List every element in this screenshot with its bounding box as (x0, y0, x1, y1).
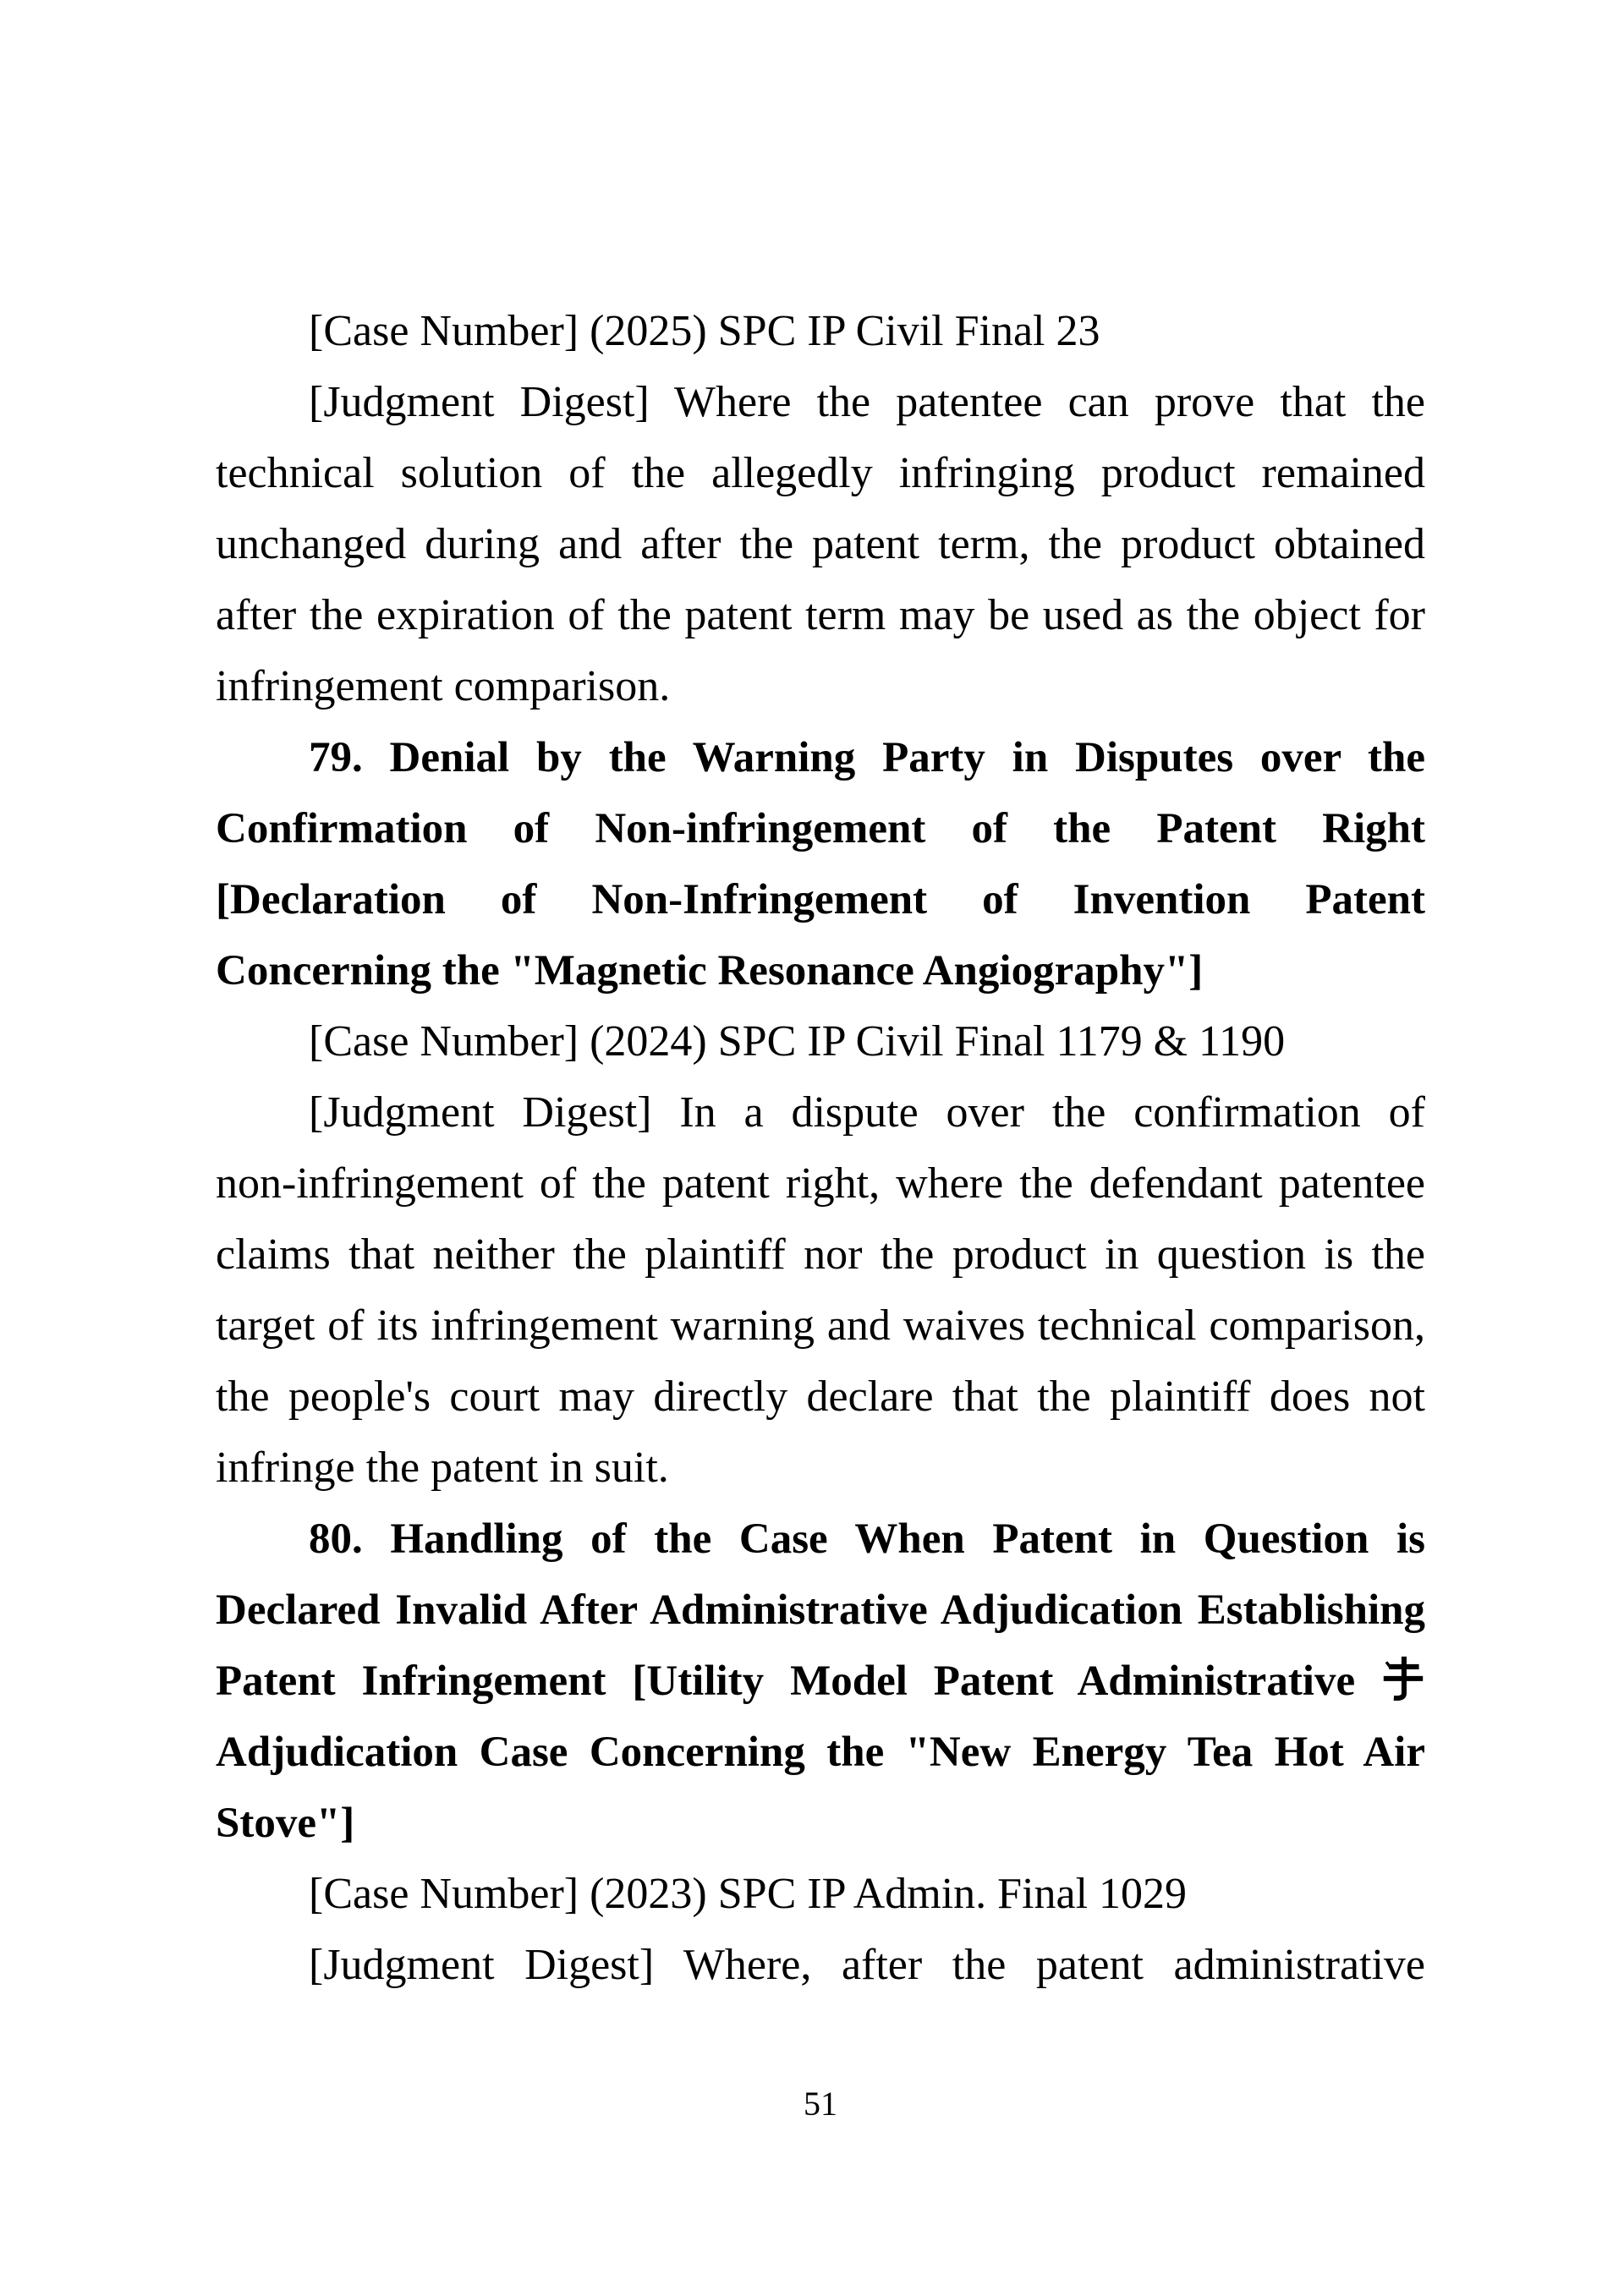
judgment-digest-paragraph-2025 (216, 367, 1425, 722)
case-number-paragraph-2024 (216, 1006, 1425, 1077)
cjk-character-wei (1381, 1646, 1425, 1717)
text-line: [Judgment Digest] Where the patentee can prove that the (309, 378, 1425, 426)
text-line: 80. Handling of the Case When Patent in Question is (309, 1515, 1425, 1563)
text-line: claims that neither the plaintiff nor the product in question is the (216, 1230, 1425, 1279)
text-line: [Case Number] (2023) SPC IP Admin. Final 1029 (309, 1870, 1188, 1918)
heading-case-79 (216, 722, 1425, 1006)
text-line: unchanged during and after the patent term, the product obtained (216, 520, 1425, 568)
text-line: non-infringement of the patent right, where the defendant patentee (216, 1159, 1425, 1208)
text-line: Stove"] (216, 1800, 355, 1847)
text-line: target of its infringement warning and waives technical comparison, (216, 1301, 1425, 1350)
text-line: Confirmation of Non-infringement of the Patent Right (216, 805, 1425, 852)
text-line: Declared Invalid After Administrative Adjudication Establishing (216, 1586, 1425, 1634)
text-line: Adjudication Case Concerning the "New Energy Tea Hot Air (216, 1729, 1425, 1776)
text-line: technical solution of the allegedly infringing product remained (216, 449, 1425, 497)
text-line: infringe the patent in suit. (216, 1444, 669, 1492)
text-line: [Judgment Digest] In a dispute over the confirmation of (309, 1088, 1425, 1137)
text-line: [Judgment Digest] Where, after the patent administrative (309, 1941, 1425, 1989)
text-line: infringement comparison. (216, 662, 671, 710)
text-line: [Declaration of Non-Infringement of Invention Patent (216, 876, 1425, 923)
text-line: Patent Infringement [Utility Model Patent Administrative (216, 1646, 1425, 1717)
text-line: the people's court may directly declare that the plaintiff does not (216, 1373, 1425, 1421)
text-line: 79. Denial by the Warning Party in Disputes over the (309, 734, 1425, 781)
case-number-paragraph-2025 (216, 296, 1425, 367)
text-line: [Case Number] (2025) SPC IP Civil Final 23 (309, 307, 1100, 355)
heading-case-80 (216, 1504, 1425, 1859)
judgment-digest-paragraph-2023 (216, 1930, 1425, 2001)
case-number-paragraph-2023 (216, 1859, 1425, 1930)
cjk-wei-glyph (1381, 1653, 1425, 1701)
text-line: [Case Number] (2024) SPC IP Civil Final 1179 & 1190 (309, 1017, 1286, 1066)
text-line: Concerning the "Magnetic Resonance Angiography"] (216, 947, 1204, 995)
text-column (216, 296, 1425, 2001)
page-number: 51 (804, 2085, 837, 2123)
judgment-digest-paragraph-2024 (216, 1077, 1425, 1504)
text-line: after the expiration of the patent term may be used as the object for (216, 591, 1425, 639)
